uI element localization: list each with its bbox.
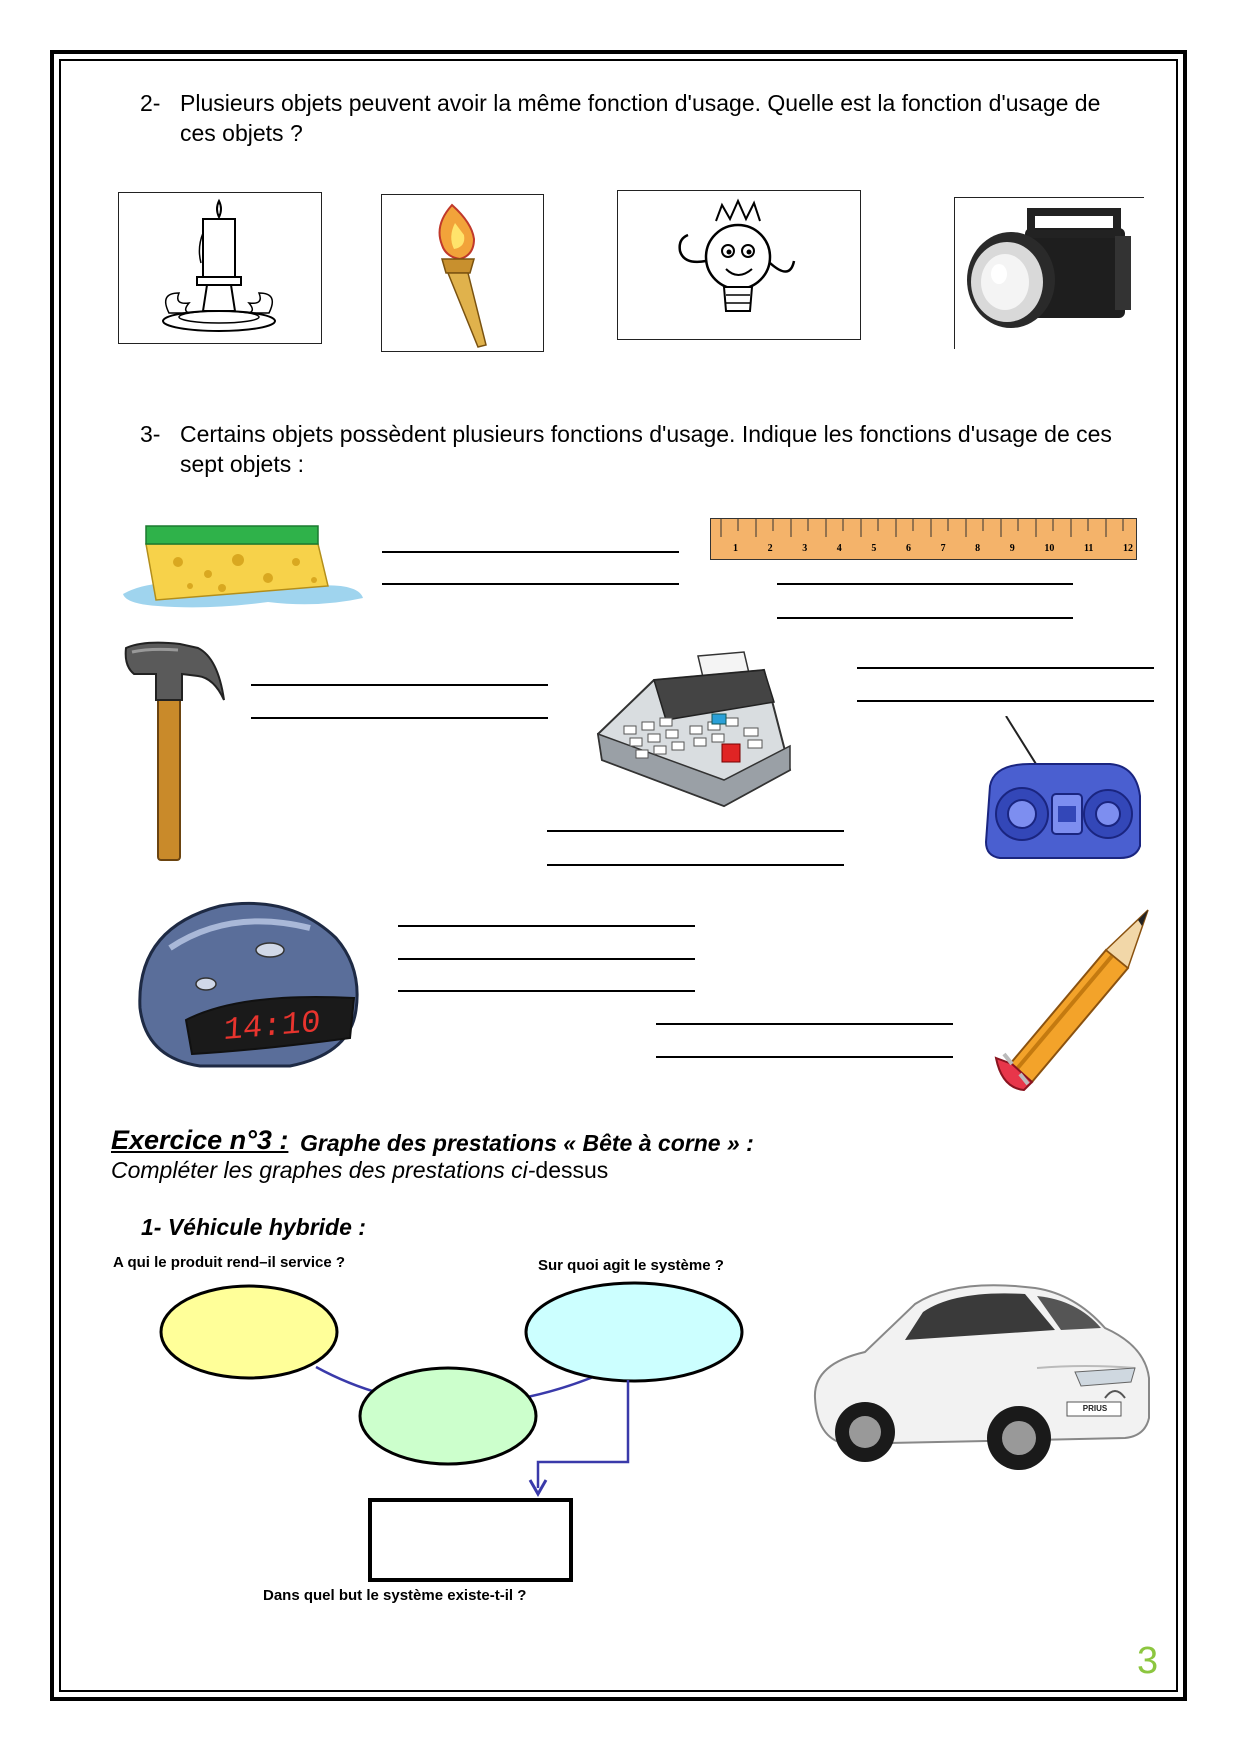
answer-line[interactable] bbox=[251, 684, 548, 686]
ellipse-user[interactable] bbox=[161, 1286, 337, 1378]
torch-image bbox=[381, 194, 544, 352]
answer-line[interactable] bbox=[777, 617, 1073, 619]
answer-line[interactable] bbox=[398, 958, 695, 960]
ruler-tick-label: 9 bbox=[1009, 543, 1015, 554]
candle-image bbox=[118, 192, 322, 344]
car-badge: PRIUS bbox=[1082, 1404, 1108, 1413]
ruler-tick-label: 3 bbox=[802, 543, 808, 554]
ruler-image bbox=[710, 518, 1137, 560]
ellipse-target[interactable] bbox=[526, 1283, 742, 1381]
ruler-tick-label: 10 bbox=[1044, 543, 1055, 554]
label-user: A qui le produit rend–il service ? bbox=[113, 1254, 345, 1271]
answer-line[interactable] bbox=[251, 717, 548, 719]
question-text: Plusieurs objets peuvent avoir la même fonction d'usage. Quelle est la fonction d'usage de ces objets ? bbox=[180, 90, 1101, 146]
question-text: Certains objets possèdent plusieurs fonctions d'usage. Indique les fonctions d'usage de ces sept objets : bbox=[180, 421, 1112, 477]
exercise-title: Exercice n°3 : bbox=[111, 1125, 289, 1155]
purpose-box[interactable] bbox=[370, 1500, 571, 1580]
answer-line[interactable] bbox=[547, 864, 844, 866]
alarm-clock-image bbox=[130, 888, 364, 1074]
ruler-tick-label: 8 bbox=[975, 543, 981, 554]
answer-line[interactable] bbox=[398, 925, 695, 927]
answer-line[interactable] bbox=[857, 667, 1154, 669]
answer-line[interactable] bbox=[857, 700, 1154, 702]
clock-display: 14:10 bbox=[222, 1003, 322, 1050]
ruler-tick-label: 6 bbox=[905, 543, 911, 554]
ruler-tick-label: 4 bbox=[836, 543, 842, 554]
calculator-image bbox=[594, 650, 794, 810]
question-number: 3- bbox=[140, 421, 161, 447]
label-target: Sur quoi agit le système ? bbox=[538, 1257, 724, 1274]
ellipse-product[interactable] bbox=[360, 1368, 536, 1464]
ruler-tick-label: 1 bbox=[733, 543, 738, 554]
ruler-tick-label: 5 bbox=[871, 543, 877, 554]
label-purpose: Dans quel but le système existe-t-il ? bbox=[263, 1587, 527, 1604]
page-number: 3 bbox=[1137, 1640, 1159, 1682]
lightbulb-image bbox=[617, 190, 861, 340]
answer-line[interactable] bbox=[547, 830, 844, 832]
answer-line[interactable] bbox=[398, 990, 695, 992]
flashlight-image bbox=[954, 197, 1144, 349]
answer-line[interactable] bbox=[656, 1023, 953, 1025]
answer-line[interactable] bbox=[382, 583, 679, 585]
ruler-tick-label: 2 bbox=[767, 543, 773, 554]
radio-image bbox=[980, 716, 1146, 866]
answer-line[interactable] bbox=[777, 583, 1073, 585]
ruler-tick-label: 11 bbox=[1083, 543, 1094, 554]
instruction-normal: dessus bbox=[535, 1157, 609, 1183]
car-image bbox=[805, 1268, 1153, 1478]
exercise-subtitle: Graphe des prestations « Bête à corne » : bbox=[300, 1130, 754, 1156]
pencil-image bbox=[966, 908, 1152, 1092]
section-heading: 1- Véhicule hybride : bbox=[141, 1214, 366, 1240]
exercise-instruction bbox=[111, 1157, 608, 1184]
horned-beast-diagram bbox=[150, 1280, 800, 1590]
question-number: 2- bbox=[140, 90, 161, 116]
ruler-tick-label: 12 bbox=[1122, 543, 1133, 554]
answer-line[interactable] bbox=[656, 1056, 953, 1058]
hammer-image bbox=[120, 638, 232, 864]
ruler-tick-label: 7 bbox=[940, 543, 946, 554]
answer-line[interactable] bbox=[382, 551, 679, 553]
sponge-image bbox=[118, 512, 368, 612]
instruction-italic: Compléter les graphes des prestations ci- bbox=[111, 1157, 536, 1183]
